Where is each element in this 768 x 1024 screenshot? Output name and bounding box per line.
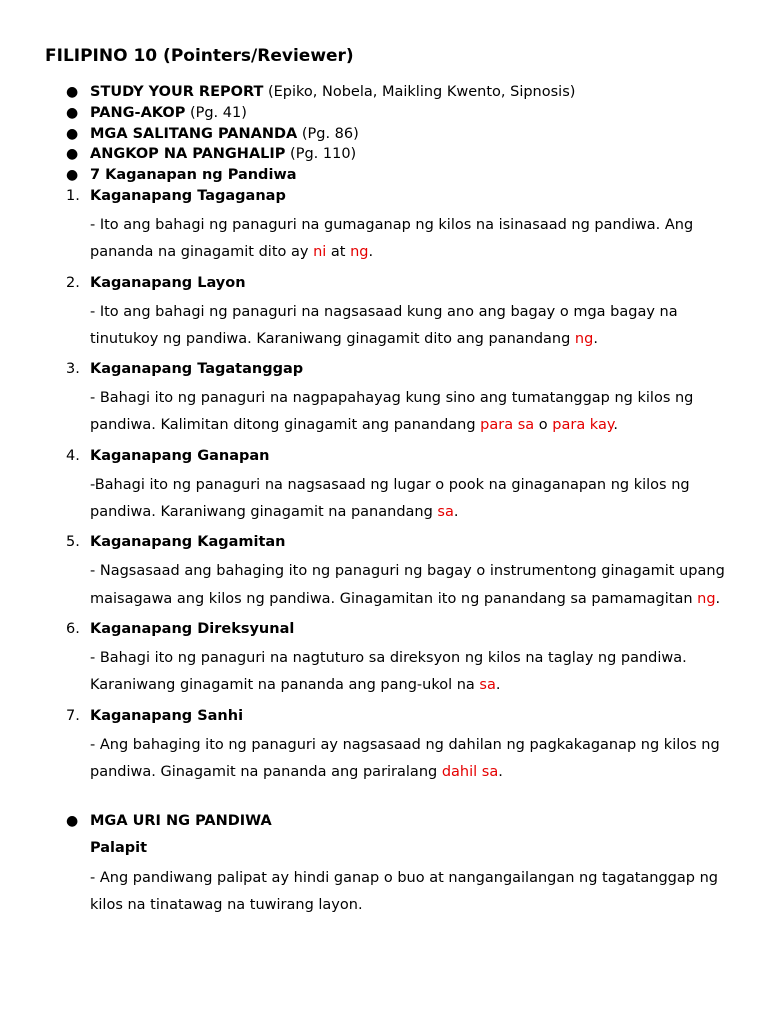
item-header: [66, 532, 746, 552]
description-text: o: [534, 417, 553, 434]
marker-word: sa: [479, 677, 496, 694]
item-description: [90, 732, 746, 787]
item-description: [90, 645, 746, 700]
pointer-bold: STUDY YOUR REPORT: [90, 84, 264, 100]
item-number: 2.: [66, 274, 80, 291]
item-heading: Kaganapang Tagaganap: [90, 188, 286, 204]
description-text: -Bahagi ito ng panaguri na nagsasaad ng lugar o pook na ginaganapan ng kilos ng pandiwa. Karaniwang ginagamit na panandang: [90, 476, 690, 521]
item-description: [90, 385, 746, 440]
kaganapan-list: [66, 186, 746, 792]
item-header: [66, 706, 746, 726]
marker-word: ng: [574, 330, 594, 347]
list-item: [66, 82, 746, 103]
description-text: .: [613, 417, 618, 434]
item-number: 3.: [66, 361, 80, 378]
bullet-icon: ●: [66, 125, 79, 142]
list-item: [66, 446, 746, 527]
item-description: [90, 299, 746, 354]
description-text: - Bahagi ito ng panaguri na nagtuturo sa direksyon ng kilos na taglay ng pandiwa. Karaniwang ginagamit na pananda ang pang-ukol na: [90, 649, 687, 694]
item-header: [66, 359, 746, 379]
marker-word: para sa: [480, 417, 535, 434]
description: [90, 865, 746, 920]
item-header: [66, 186, 746, 206]
description-text: - Ito ang bahagi ng panaguri na gumaganap ng kilos na isinasaad ng pandiwa. Ang pananda na ginagamit dito ay: [90, 217, 694, 261]
marker-word: para kay: [552, 417, 614, 434]
description-text: .: [368, 244, 374, 261]
item-header: [66, 446, 746, 466]
description-text: .: [498, 763, 503, 780]
page-title: FILIPINO 10 (Pointers/Reviewer): [45, 46, 354, 66]
marker-word: sa: [437, 504, 454, 521]
item-heading: Kaganapang Kagamitan: [90, 534, 286, 551]
bullet-icon: ●: [66, 167, 79, 184]
list-item: [66, 165, 746, 186]
list-item: [66, 359, 746, 440]
pointer-bold: PANG-AKOP: [90, 104, 186, 121]
pointers-list: [66, 82, 746, 186]
item-number: 1.: [66, 188, 80, 204]
item-description: [90, 212, 746, 267]
marker-word: dahil sa: [441, 763, 499, 780]
section-heading: MGA URI NG PANDIWA: [90, 813, 272, 829]
pointer-bold: MGA SALITANG PANANDA: [90, 125, 298, 142]
item-heading: Kaganapang Layon: [90, 274, 246, 291]
item-number: 7.: [66, 707, 80, 724]
item-description: [90, 472, 746, 527]
description-text: at: [326, 244, 351, 261]
marker-word: ng: [697, 590, 716, 607]
list-item: [66, 532, 746, 613]
item-heading: Kaganapang Ganapan: [90, 447, 270, 464]
list-item: [66, 103, 746, 124]
list-item: [66, 124, 746, 145]
bullet-icon: ●: [66, 84, 79, 100]
pointer-note: (Pg. 41): [185, 104, 247, 121]
description-text: .: [715, 590, 721, 607]
pointer-note: (Epiko, Nobela, Maikling Kwento, Sipnosis): [263, 84, 576, 100]
list-item: [66, 619, 746, 700]
item-number: 5.: [66, 534, 80, 551]
item-heading: Kaganapang Tagatanggap: [90, 361, 304, 378]
bullet-icon: ●: [66, 146, 79, 163]
pointer-note: (Pg. 110): [285, 146, 357, 163]
description-text: - Bahagi ito ng panaguri na nagpapahayag kung sino ang tumatanggap ng kilos ng pandiwa. Kalimitan ditong ginagamit ang panandang: [90, 390, 694, 434]
uri-ng-pandiwa-section: [66, 811, 746, 920]
item-heading: Kaganapang Sanhi: [90, 707, 244, 724]
list-item: [66, 811, 746, 831]
pointer-bold: 7 Kaganapan ng Pandiwa: [90, 167, 297, 184]
pointer-bold: ANGKOP NA PANGHALIP: [90, 146, 286, 163]
list-item: [66, 273, 746, 354]
list-item: [66, 144, 746, 165]
item-number: 6.: [66, 620, 80, 637]
bullet-icon: ●: [66, 104, 79, 121]
bullet-icon: ●: [66, 813, 79, 829]
description-text: .: [495, 677, 501, 694]
item-header: [66, 619, 746, 639]
description-text: .: [453, 504, 459, 521]
item-heading: Kaganapang Direksyunal: [90, 620, 295, 637]
list-item: [66, 706, 746, 787]
list-item: [66, 186, 746, 267]
item-description: [90, 558, 746, 613]
pointer-note: (Pg. 86): [297, 125, 359, 142]
description-text: - Nagsasaad ang bahaging ito ng panaguri ng bagay o instrumentong ginagamit upang maisagawa ang kilos ng pandiwa. Ginagamitan ito ng panandang sa pamamagitan: [90, 563, 725, 607]
description-line: kilos na tinatawag na tuwirang layon.: [90, 897, 363, 914]
sub-heading: Palapit: [90, 840, 148, 856]
description-line: - Ang pandiwang palipat ay hindi ganap o buo at nangangailangan ng tagatanggap ng: [90, 870, 718, 886]
item-header: [66, 273, 746, 293]
marker-word: ng: [350, 244, 369, 261]
description-text: .: [593, 330, 598, 347]
marker-word: ni: [313, 244, 327, 261]
item-number: 4.: [66, 447, 80, 464]
description-text: - Ito ang bahagi ng panaguri na nagsasaad kung ano ang bagay o mga bagay na tinutukoy ng pandiwa. Karaniwang ginagamit dito ang panandang: [90, 303, 678, 347]
description-text: - Ang bahaging ito ng panaguri ay nagsasaad ng dahilan ng pagkakaganap ng kilos ng pandiwa. Ginagamit na pananda ang pariralang: [90, 736, 720, 780]
